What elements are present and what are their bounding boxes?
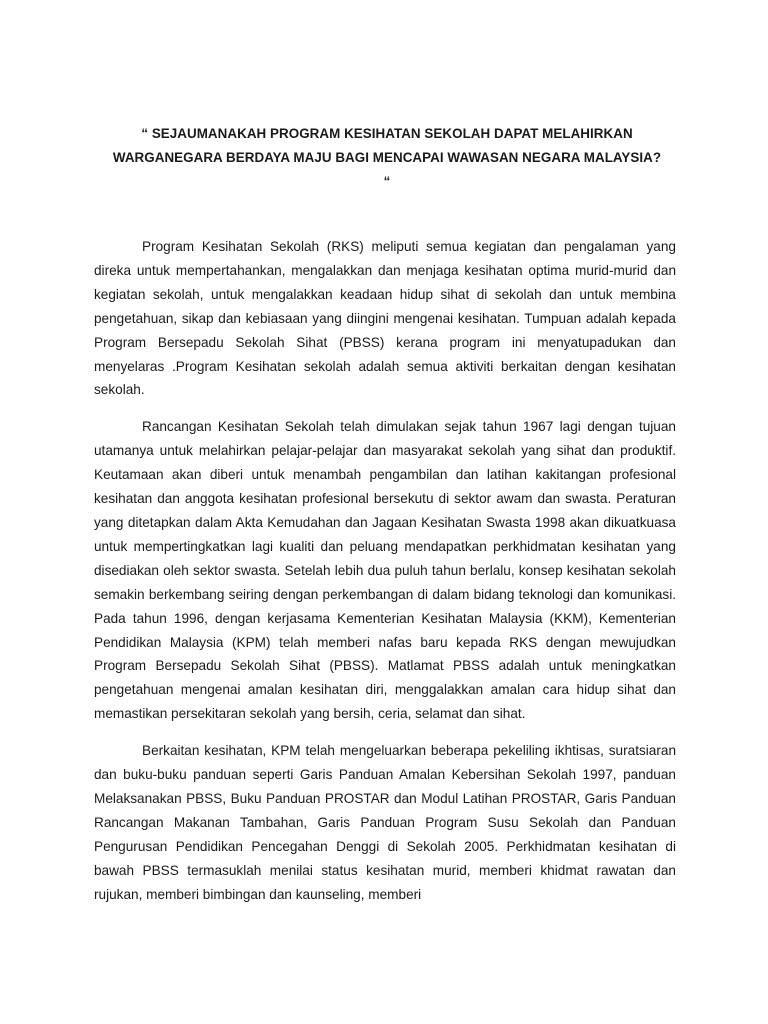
document-title	[94, 122, 680, 194]
paragraph-2: Rancangan Kesihatan Sekolah telah dimulakan sejak tahun 1967 lagi dengan tujuan utamanya untuk melahirkan pelajar-pelajar dan masyarakat sekolah yang sihat dan produktif. Keutamaan akan diberi untuk menambah pengambilan dan latihan kakitangan profesional kesihatan dan anggota kesihatan profesional bersekutu di sektor awam dan swasta. Peraturan yang ditetapkan dalam Akta Kemudahan dan Jagaan Kesihatan Swasta 1998 akan dikuatkuasa untuk mempertingkatkan lagi kualiti dan peluang mendapatkan perkhidmatan kesihatan yang disediakan oleh sektor swasta. Setelah lebih dua puluh tahun berlalu, konsep kesihatan sekolah semakin berkembang seiring dengan perkembangan di dalam bidang teknologi dan komunikasi. Pada tahun 1996, dengan kerjasama Kementerian Kesihatan Malaysia (KKM), Kementerian Pendidikan Malaysia (KPM) telah memberi nafas baru kepada RKS dengan mewujudkan Program Bersepadu Sekolah Sihat (PBSS). Matlamat PBSS adalah untuk meningkatkan pengetahuan mengenai amalan kesihatan diri, menggalakkan amalan cara hidup sihat dan memastikan persekitaran sekolah yang bersih, ceria, selamat dan sihat.	[94, 419, 676, 722]
title-line-1: “ SEJAUMANAKAH PROGRAM KESIHATAN SEKOLAH DAPAT MELAHIRKAN	[141, 126, 633, 141]
paragraph-1: Program Kesihatan Sekolah (RKS) meliputi semua kegiatan dan pengalaman yang direka untuk mempertahankan, mengalakkan dan menjaga kesihatan optima murid-murid dan kegiatan sekolah, untuk mengalakkan keadaan hidup sihat di sekolah dan untuk membina pengetahuan, sikap dan kebiasaan yang diingini mengenai kesihatan. Tumpuan adalah kepada Program Bersepadu Sekolah Sihat (PBSS) kerana program ini menyatupadukan dan menyelaras .Program Kesihatan sekolah adalah semua aktiviti berkaitan dengan kesihatan sekolah.	[94, 239, 676, 398]
title-line-2: WARGANEGARA BERDAYA MAJU BAGI MENCAPAI WAWASAN NEGARA MALAYSIA?	[112, 150, 662, 165]
paragraph-3: Berkaitan kesihatan, KPM telah mengeluarkan beberapa pekeliling ikhtisas, suratsiaran dan buku-buku panduan seperti Garis Panduan Amalan Kebersihan Sekolah 1997, panduan Melaksanakan PBSS, Buku Panduan PROSTAR dan Modul Latihan PROSTAR, Garis Panduan Rancangan Makanan Tambahan, Garis Panduan Program Susu Sekolah dan Panduan Pengurusan Pendidikan Pencegahan Denggi di Sekolah 2005. Perkhidmatan kesihatan di bawah PBSS termasuklah menilai status kesihatan murid, memberi khidmat rawatan dan rujukan, memberi bimbingan dan kaunseling, memberi	[94, 743, 676, 902]
document-body	[94, 235, 676, 919]
title-line-3: “	[383, 174, 391, 189]
